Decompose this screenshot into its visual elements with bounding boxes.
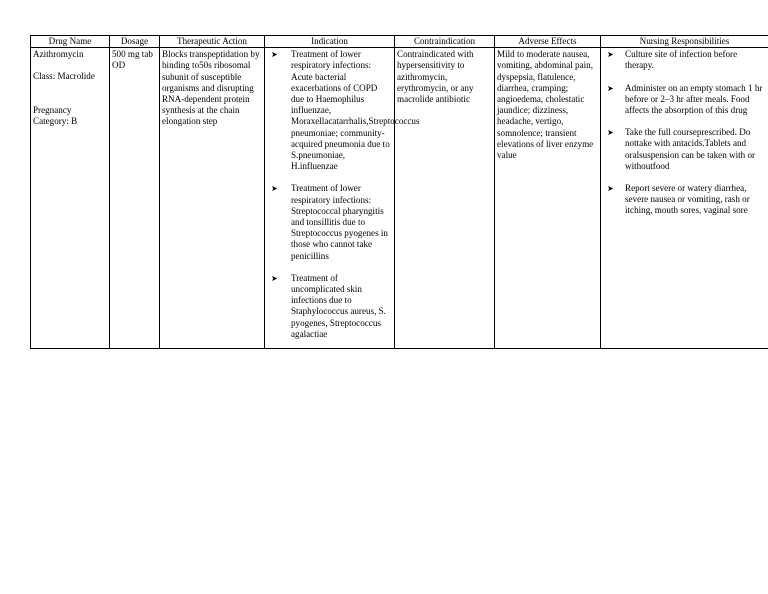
cell-contraindication <box>395 48 495 349</box>
cell-therapeutic-action <box>160 48 265 349</box>
responsibility-text: Culture site of infection before therapy. <box>625 49 738 71</box>
responsibility-text: Administer on an empty stomach 1 hr before or 2–3 hr after meals. Food affects the absorption of this drug <box>625 82 763 116</box>
pregnancy-category: Pregnancy Category: B <box>33 104 78 126</box>
cell-dosage <box>110 48 160 349</box>
list-item <box>267 49 420 172</box>
header-dosage: Dosage <box>110 36 160 48</box>
list-item <box>603 49 766 71</box>
cell-drug-name <box>31 48 110 349</box>
header-therapeutic-action: Therapeutic Action <box>160 36 265 48</box>
indication-list <box>267 49 420 340</box>
contraindication-text: Contraindicated with hypersensitivity to azithromycin, erythromycin, or any macrolide antibiotic <box>397 49 474 105</box>
drug-study-table <box>30 35 768 349</box>
list-item <box>267 273 392 340</box>
nursing-responsibilities-list <box>603 49 766 216</box>
arrow-bullet-icon: ➤ <box>607 128 614 138</box>
header-nursing-responsibilities: Nursing Responsibilities <box>601 36 768 48</box>
list-item <box>267 183 392 261</box>
cell-indication <box>265 48 420 349</box>
therapeutic-action-text: Blocks transpeptidation by binding to50s ribosomal subunit of susceptible organisms and disrupting RNA-dependent protein synthesis at the chain elongation step <box>162 49 260 127</box>
drug-name: Azithromycin <box>33 49 84 60</box>
header-drug-name: Drug Name <box>31 36 110 48</box>
adverse-effects-text: Mild to moderate nausea, vomiting, abdominal pain, dyspepsia, flatulence, diarrhea, cramping; angioedema, cholestatic jaundice; dizziness, headache, vertigo, somnolence; transient elevations of liver enzyme value <box>497 49 594 161</box>
arrow-bullet-icon: ➤ <box>271 184 278 194</box>
responsibility-text: Report severe or watery diarrhea, severe nausea or vomiting, rash or itching, mouth sores, vaginal sore <box>625 183 750 216</box>
drug-class: Class: Macrolide <box>33 71 95 82</box>
header-contraindication: Contraindication <box>395 36 495 48</box>
arrow-bullet-icon: ➤ <box>607 83 614 93</box>
cell-adverse-effects <box>495 48 601 349</box>
list-item <box>603 83 766 117</box>
responsibility-text: Take the full courseprescribed. Do nottake with antacids.Tablets and oralsuspension can be taken with or withoutfood <box>625 127 756 171</box>
indication-text: Treatment of lower respiratory infections: Streptococcal pharyngitis and tonsillitis due to Streptococcus pyogenes in those who cannot take penicillins <box>291 183 388 261</box>
dosage-text: 500 mg tab OD <box>112 49 153 71</box>
header-adverse-effects: Adverse Effects <box>495 36 601 48</box>
arrow-bullet-icon: ➤ <box>271 273 278 283</box>
list-item <box>603 183 766 217</box>
indication-text: Treatment of uncomplicated skin infections due to Staphylococcus aureus, S. pyogenes, Streptococcus agalactiae <box>291 272 386 339</box>
header-row <box>31 36 768 48</box>
arrow-bullet-icon: ➤ <box>271 50 278 60</box>
arrow-bullet-icon: ➤ <box>607 184 614 194</box>
table-row <box>31 48 768 349</box>
header-indication: Indication <box>265 36 395 48</box>
list-item <box>603 127 766 172</box>
cell-nursing-responsibilities <box>601 48 768 349</box>
indication-text: Treatment of lower respiratory infections: Acute bacterial exacerbations of COPD due to Haemophilus influenzae, Moraxellacatarrhalis,Streptococcus pneumoniae; community-acquired pneumonia due to S.pneumoniae, H.influenzae <box>291 49 420 172</box>
arrow-bullet-icon: ➤ <box>607 50 614 60</box>
